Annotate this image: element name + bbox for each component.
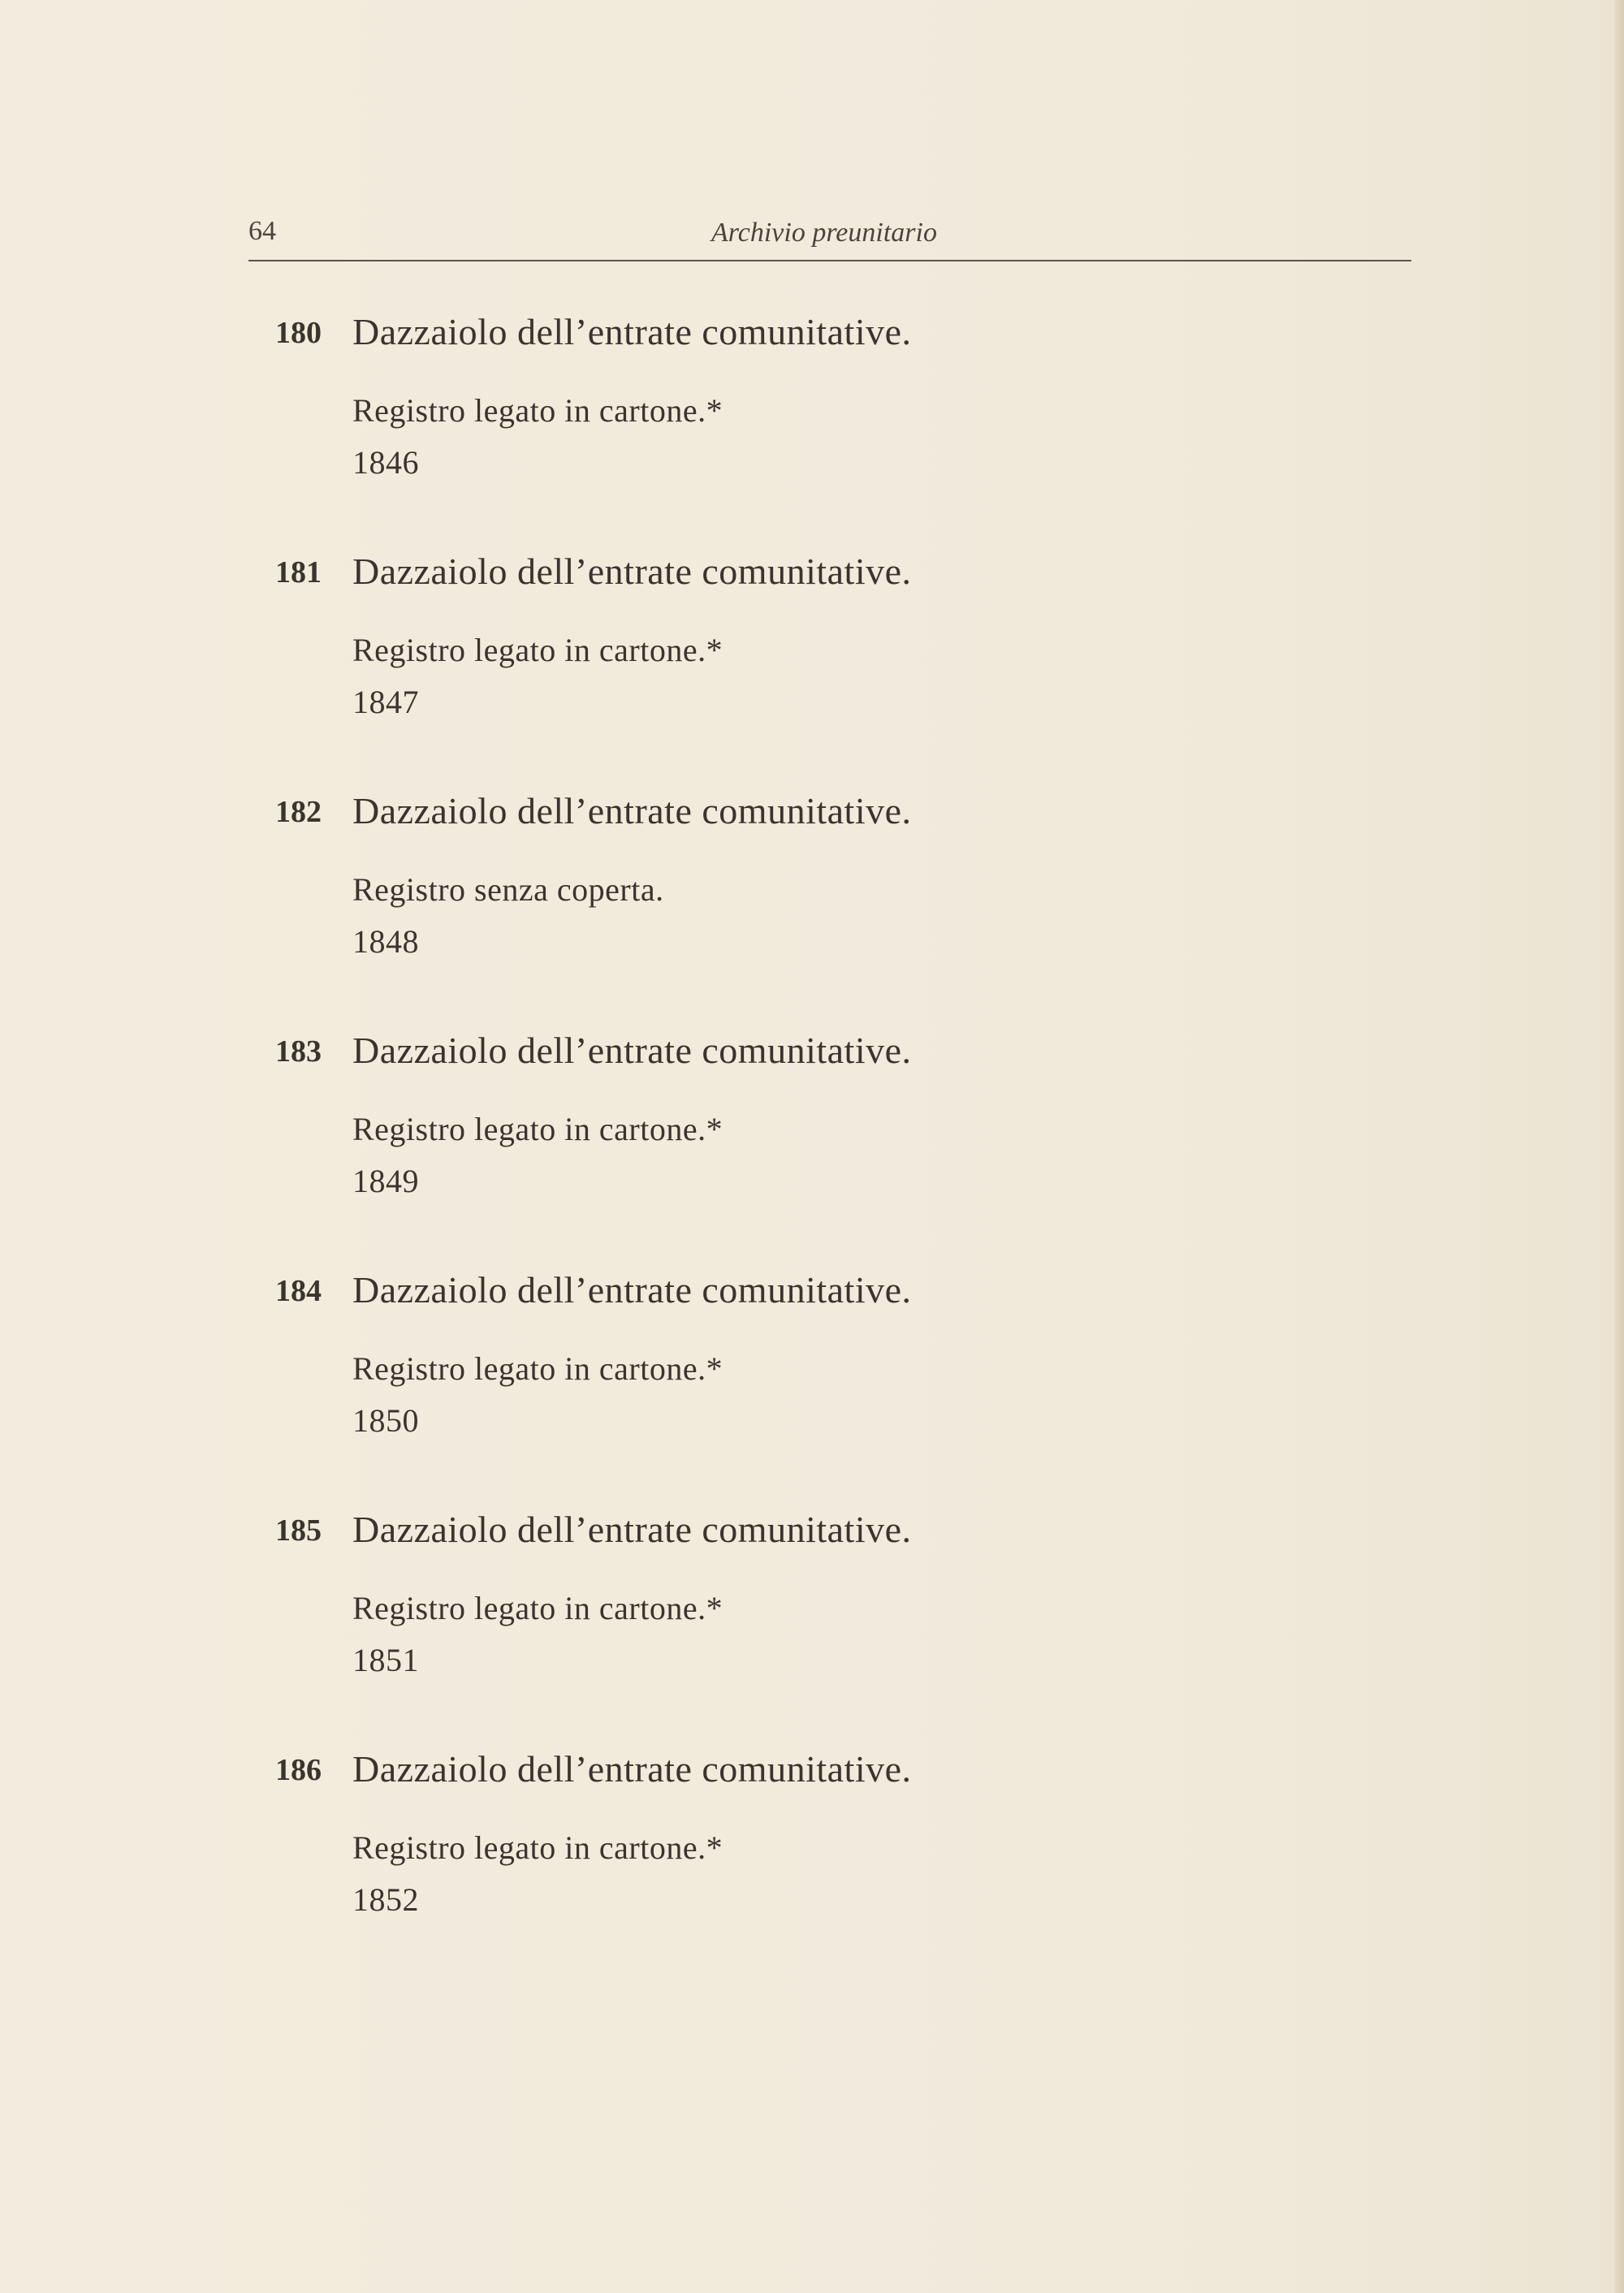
entry-date: 1850 (352, 1402, 419, 1439)
catalog-entry (244, 1748, 1380, 1955)
entry-number: 181 (275, 555, 322, 589)
entry-title: Dazzaiolo dell’entrate comunitative. (352, 551, 912, 592)
entry-description: Registro legato in cartone.* (352, 1590, 723, 1626)
page-header (248, 213, 1411, 261)
catalog-entry (244, 1030, 1380, 1237)
entry-date: 1846 (352, 444, 419, 481)
entry-title: Dazzaiolo dell’entrate comunitative. (352, 1509, 912, 1550)
catalog-entry (244, 1509, 1380, 1716)
entry-description: Registro senza coperta. (352, 871, 664, 908)
catalog-entry (244, 1269, 1380, 1476)
page-number: 64 (248, 216, 276, 246)
entry-description: Registro legato in cartone.* (352, 1111, 723, 1147)
entry-number: 184 (275, 1274, 322, 1308)
entry-date: 1851 (352, 1642, 419, 1678)
entry-date: 1848 (352, 923, 419, 960)
catalog-entry (244, 790, 1380, 997)
entry-title: Dazzaiolo dell’entrate comunitative. (352, 790, 912, 831)
page-edge (1614, 0, 1624, 2293)
running-title: Archivio preunitario (711, 218, 937, 248)
entry-title: Dazzaiolo dell’entrate comunitative. (352, 311, 912, 352)
entry-date: 1849 (352, 1163, 419, 1199)
entry-number: 183 (275, 1034, 322, 1069)
entry-title: Dazzaiolo dell’entrate comunitative. (352, 1269, 912, 1311)
entry-title: Dazzaiolo dell’entrate comunitative. (352, 1748, 912, 1790)
entry-description: Registro legato in cartone.* (352, 1350, 723, 1387)
entry-title: Dazzaiolo dell’entrate comunitative. (352, 1030, 912, 1071)
catalog-entry (244, 551, 1380, 758)
entry-description: Registro legato in cartone.* (352, 632, 723, 668)
catalog-entry (244, 311, 1380, 518)
entry-description: Registro legato in cartone.* (352, 392, 723, 429)
entry-number: 182 (275, 795, 322, 829)
entry-number: 186 (275, 1753, 322, 1787)
entry-date: 1852 (352, 1881, 419, 1918)
entry-description: Registro legato in cartone.* (352, 1829, 723, 1866)
entry-number: 185 (275, 1514, 322, 1548)
entry-number: 180 (275, 316, 322, 350)
entry-date: 1847 (352, 684, 419, 720)
